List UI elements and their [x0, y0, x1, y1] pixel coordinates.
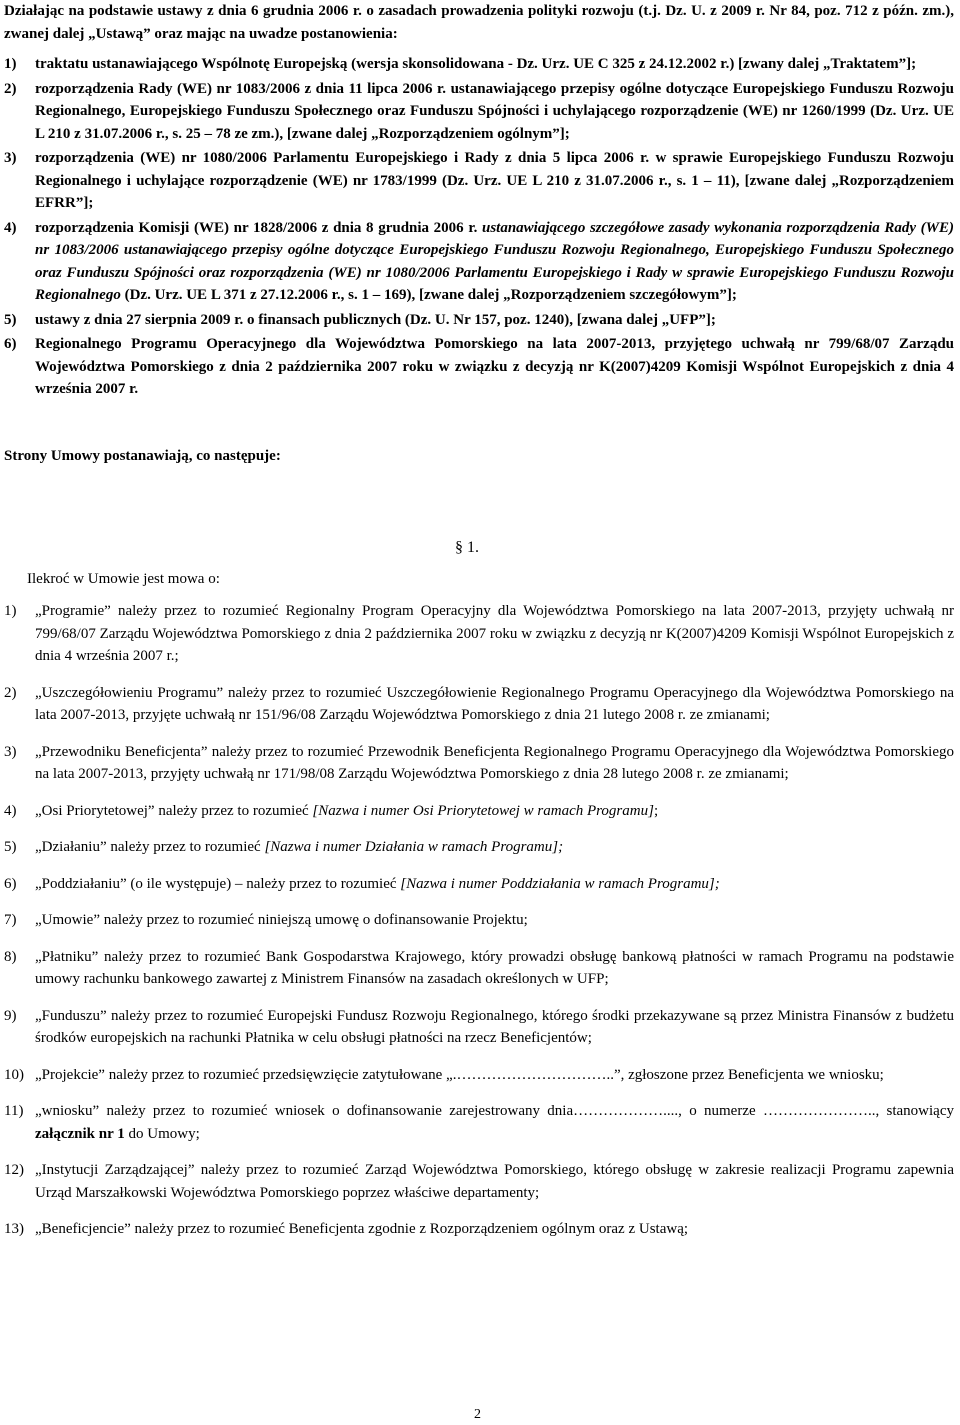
definition-text: należy przez to rozumieć Przewodnik Beneficjenta Regionalnego Programu Operacyjnego dla Województwa Pomorskiego na lata 2007-2013, przyjęty uchwałą nr 171/98/08 Zarządu Województwa Pomorskiego z dnia 28 lutego 2008 r. ze zmianami; — [35, 743, 954, 782]
legal-item — [4, 333, 954, 401]
definition-placeholder: [Nazwa i numer Działania w ramach Programu]; — [264, 839, 564, 855]
item-number: 9) — [4, 1007, 17, 1024]
definition-placeholder: [Nazwa i numer Poddziałania w ramach Programu]; — [400, 875, 720, 892]
definition-item — [4, 800, 954, 823]
definition-text: należy przez to rozumieć — [106, 839, 265, 855]
legal-item — [4, 217, 954, 307]
definition-term: „wniosku” — [35, 1103, 100, 1119]
definition-text: należy przez to rozumieć wniosek o dofinansowanie zarejestrowany dnia………………...., o numerze ………………….., stanowiący — [99, 1103, 954, 1119]
item-text: (Dz. Urz. UE L 371 z 27.12.2006 r., s. 1 – 169), [zwane dalej „Rozporządzeniem szczegółowym”]; — [120, 287, 737, 303]
definition-text: należy przez to rozumieć Regionalny Program Operacyjny dla Województwa Pomorskiego na lata 2007-2013, przyjęty uchwałą nr 799/68/07 Zarządu Województwa Pomorskiego z dnia 2 października 2007 roku w związku z decyzją nr K(2007)4209 Komisji Wspólnot Europejskich z dnia 4 września 2007 r.; — [35, 603, 954, 664]
item-text-italic: ustanawiającego szczegółowe zasady wykonania rozporządzenia Rady (WE) nr 1083/2006 ustanawiającego przepisy ogólne dotyczące Europejskiego Funduszu Rozwoju Regionalnego, Europejskiego Funduszu Społecznego oraz Funduszu Spójności oraz rozporządzenia (WE) nr 1080/2006 Parlamentu Europejskiego i Rady w sprawie Europejskiego Funduszu Rozwoju Regionalnego — [35, 219, 954, 303]
parties-statement: Strony Umowy postanawiają, co następuje: — [4, 447, 281, 464]
attachment-reference: załącznik nr 1 — [35, 1125, 125, 1142]
item-text: ustawy z dnia 27 sierpnia 2009 r. o finansach publicznych (Dz. U. Nr 157, poz. 1240), [zwana dalej „UFP”]; — [35, 311, 716, 328]
item-number: 8) — [4, 948, 17, 965]
definition-item — [4, 909, 954, 932]
legal-basis-list — [4, 53, 954, 401]
definition-term: „Instytucji Zarządzającej” — [35, 1162, 195, 1178]
item-number: 13) — [4, 1221, 24, 1237]
item-number: 1) — [4, 603, 17, 619]
item-number: 4) — [4, 219, 17, 236]
item-number: 1) — [4, 56, 17, 72]
definition-tail: do Umowy; — [124, 1125, 200, 1142]
item-number: 2) — [4, 684, 17, 701]
definition-text: należy przez to rozumieć Europejski Fundusz Rozwoju Regionalnego, którego środki przekazywane są przez Ministra Finansów z budżetu środków europejskich na rachunki Płatnika w celu obsługi płatności na rzecz Beneficjentów; — [35, 1007, 954, 1046]
definition-item — [4, 1159, 954, 1204]
definition-term: „Uszczegółowieniu Programu” — [35, 684, 224, 701]
definition-item — [4, 946, 954, 991]
legal-item — [4, 309, 954, 332]
definition-item — [4, 682, 954, 727]
item-number: 7) — [4, 912, 17, 928]
legal-item — [4, 53, 954, 76]
definition-item — [4, 1218, 954, 1241]
definition-term: „Działaniu” — [35, 839, 107, 855]
definition-item — [4, 1064, 954, 1087]
page-number: 2 — [474, 1407, 481, 1422]
item-text: traktatu ustanawiającego Wspólnotę Europejską (wersja skonsolidowana - Dz. Urz. UE C 325 z 24.12.2002 r.) [zwany dalej „Traktatem”]; — [35, 56, 917, 72]
definition-text: (o ile występuje) – należy przez to rozumieć — [126, 875, 401, 892]
legal-item — [4, 147, 954, 215]
item-text: Regionalnego Programu Operacyjnego dla Województwa Pomorskiego na lata 2007-2013, przyjętego uchwałą nr 799/68/07 Zarządu Województwa Pomorskiego z dnia 2 października 2007 roku w związku z decyzją nr K(2007)4209 Komisji Wspólnot Europejskich z dnia 4 września 2007 r. — [35, 336, 954, 397]
document-page — [4, 0, 954, 467]
item-number: 6) — [4, 875, 17, 892]
item-text: rozporządzenia Rady (WE) nr 1083/2006 z dnia 11 lipca 2006 r. ustanawiającego przepisy ogólne dotyczące Europejskiego Funduszu Rozwoju Regionalnego, Europejskiego Funduszu Społecznego oraz Funduszu Spójności i uchylającego rozporządzenie (WE) nr 1260/1999 (Dz. Urz. UE L 210 z 31.07.2006 r., s. 25 – 78 ze zm.), [zwane dalej „Rozporządzeniem ogólnym”]; — [35, 80, 954, 142]
definition-placeholder: [Nazwa i numer Osi Priorytetowej w ramach Programu] — [312, 802, 654, 819]
section-number: § 1. — [455, 539, 479, 556]
definition-tail: ; — [653, 802, 659, 819]
item-number: 6) — [4, 336, 17, 352]
definition-term: „Poddziałaniu” — [35, 875, 127, 892]
definition-term: „Programie” — [35, 603, 111, 619]
definition-item — [4, 741, 954, 786]
definition-text: należy przez to rozumieć niniejszą umowę o dofinansowanie Projektu; — [99, 912, 528, 928]
definition-text: należy przez to rozumieć Uszczegółowienie Regionalnego Programu Operacyjnego dla Województwa Pomorskiego na lata 2007-2013, przyjęte uchwałą nr 151/96/08 Zarządu Województwa Pomorskiego z dnia 21 lutego 2008 r. ze zmianami; — [35, 684, 954, 723]
item-number: 2) — [4, 80, 17, 97]
item-number: 3) — [4, 150, 17, 166]
intro-paragraph: Działając na podstawie ustawy z dnia 6 grudnia 2006 r. o zasadach prowadzenia polityki rozwoju (t.j. Dz. U. z 2009 r. Nr 84, poz. 712 z późn. zm.), zwanej dalej „Ustawą” oraz mając na uwadze postanowienia: — [4, 3, 954, 42]
section-intro: Ilekroć w Umowie jest mowa o: — [27, 571, 220, 587]
definition-term: „Projekcie” — [35, 1066, 105, 1083]
definition-item — [4, 873, 954, 896]
definition-term: „Przewodniku Beneficjenta” — [35, 743, 208, 760]
definition-term: „Umowie” — [35, 912, 100, 928]
definition-term: „Beneficjencie” — [35, 1221, 131, 1237]
definition-text: należy przez to rozumieć Beneficjenta zgodnie z Rozporządzeniem ogólnym oraz z Ustawą; — [130, 1221, 689, 1237]
definition-term: „Funduszu” — [35, 1007, 107, 1024]
item-number: 12) — [4, 1162, 24, 1178]
definition-text: należy przez to rozumieć przedsięwzięcie zatytułowane „.…………………………..”, zgłoszone przez Beneficjenta we wniosku; — [104, 1066, 884, 1083]
definition-item — [4, 1005, 954, 1050]
item-number: 4) — [4, 802, 17, 819]
item-number: 10) — [4, 1066, 24, 1083]
item-number: 5) — [4, 839, 17, 855]
definitions-list — [4, 600, 954, 1255]
item-number: 5) — [4, 311, 17, 328]
definition-text: należy przez to rozumieć Zarząd Województwa Pomorskiego, którego obsługę w zakresie realizacji Programu zapewnia Urząd Marszałkowski Województwa Pomorskiego poprzez właściwe departamenty; — [35, 1162, 954, 1201]
definition-item — [4, 836, 954, 859]
definition-term: „Osi Priorytetowej” — [35, 802, 155, 819]
legal-item — [4, 78, 954, 146]
definition-text: należy przez to rozumieć Bank Gospodarstwa Krajowego, który prowadzi obsługę bankową płatności w ramach Programu na podstawie umowy rachunku bankowego zawartej z Ministrem Finansów na zasadach określonych w UFP; — [35, 948, 954, 987]
item-number: 3) — [4, 743, 17, 760]
definition-item — [4, 1100, 954, 1145]
definition-text: należy przez to rozumieć — [154, 802, 313, 819]
item-text: rozporządzenia Komisji (WE) nr 1828/2006 z dnia 8 grudnia 2006 r. — [35, 219, 482, 236]
definition-item — [4, 600, 954, 668]
item-number: 11) — [4, 1103, 24, 1119]
item-text: rozporządzenia (WE) nr 1080/2006 Parlamentu Europejskiego i Rady z dnia 5 lipca 2006 r. w sprawie Europejskiego Funduszu Rozwoju Regionalnego i uchylające rozporządzenie (WE) nr 1783/1999 (Dz. Urz. UE L 210 z 31.07.2006 r., s. 1 – 11), [zwane dalej „Rozporządzeniem EFRR”]; — [35, 150, 954, 211]
definition-term: „Płatniku” — [35, 948, 99, 965]
